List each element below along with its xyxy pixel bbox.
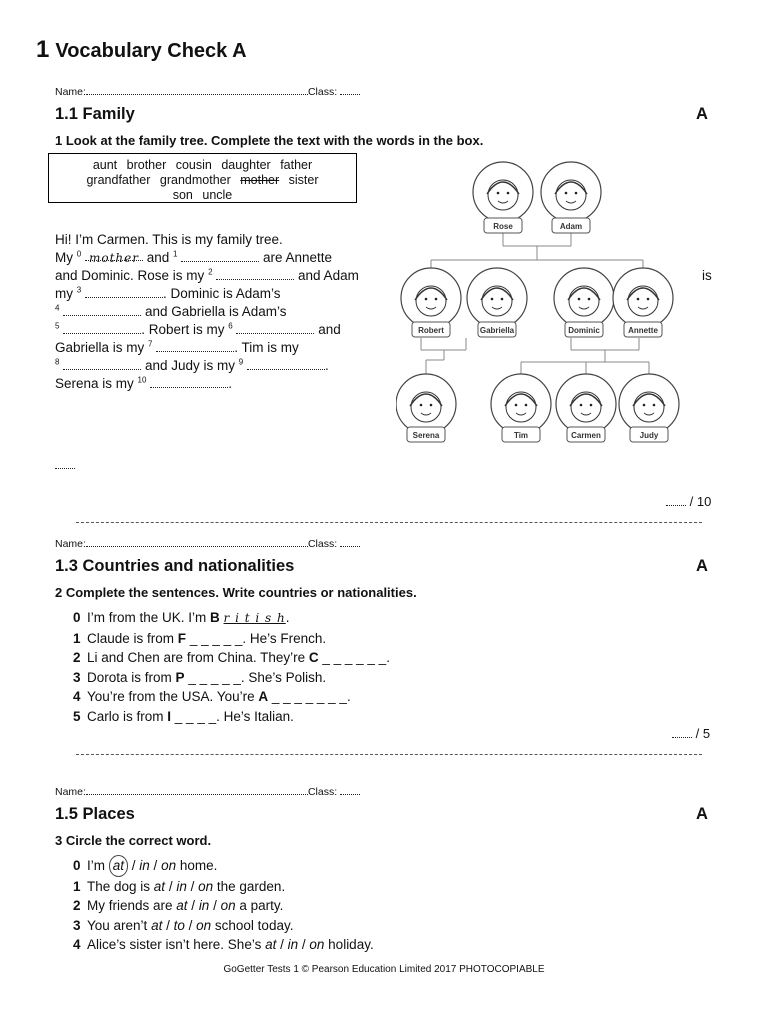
tree-member-adam [541,162,601,233]
list-item: 3 Dorota is from P _ _ _ _ _. She’s Polish. [73,669,327,685]
answer-blank[interactable]: _ _ _ _ _ _ _ [271,689,347,704]
eye-icon [501,298,504,301]
answer-blank[interactable]: _ _ _ _ _ _ [322,650,387,665]
tree-member-annette [613,268,673,337]
places-list [73,855,374,955]
title-text: Vocabulary Check A [55,40,247,62]
word: cousin [175,158,212,172]
face-icon [571,392,601,422]
section-heading-places: 1.5 Places [55,805,135,823]
page-footer: GoGetter Tests 1 © Pearson Education Limited 2017 PHOTOCOPIABLE [223,964,545,975]
eye-icon [580,404,583,407]
option[interactable]: on [196,917,212,933]
name-tag-label: Serena [412,431,440,440]
word: grandfather [86,173,151,187]
face-icon [416,286,446,316]
name-tag-label: Robert [418,326,444,335]
answer-blank[interactable] [216,268,294,280]
name-tag-label: Annette [628,326,658,335]
eye-icon [491,298,494,301]
name-class-line [55,85,360,98]
option[interactable]: in [176,878,187,894]
text-line: Serena is my $^{10}$ . [55,375,232,391]
option[interactable]: in [198,898,210,913]
eye-icon [497,192,500,195]
text-line: $^5$ . Robert is my $^6$ and [55,321,341,337]
name-label: Name: [55,86,86,98]
class-field[interactable] [340,785,360,795]
word: uncle [202,188,233,202]
instruction-1: 1 Look at the family tree. Complete the text with the words in the box. [55,133,484,148]
word: son [172,188,193,202]
circled-option[interactable]: at [109,855,128,877]
page-title [36,36,247,64]
answer-blank[interactable]: _ _ _ _ [174,708,217,724]
text-line: $^8$ and Judy is my $^9$ . [55,357,329,373]
score-section1: / 10 [666,494,711,509]
list-item: 1 Claude is from F _ _ _ _ _. He’s French. [73,630,327,646]
tree-member-carmen [556,374,616,442]
answer-blank[interactable]: _ _ _ _ _ [188,669,241,685]
answer-blank[interactable] [181,250,259,262]
name-tag-label: Rose [493,222,513,231]
eye-icon [515,404,518,407]
tree-member-gabriella [467,268,527,337]
answer-blank[interactable] [63,358,141,370]
countries-list [73,608,390,726]
word: brother [126,158,167,172]
text-line: Hi! I’m Carmen. This is my family tree. [55,232,283,247]
face-icon [411,392,441,422]
option[interactable]: on [161,858,177,873]
eye-icon [578,298,581,301]
name-tag-label: Judy [639,431,659,440]
name-tag-label: Gabriella [479,326,515,335]
answer-blank[interactable] [156,340,234,352]
text-line: and Dominic. Rose is my $^2$ and Adam [55,267,359,283]
list-item: 2 Li and Chen are from China. They’re C _ _ _ _ _ _. [73,650,390,665]
answer-blank[interactable] [247,358,325,370]
eye-icon [588,298,591,301]
option[interactable]: at [153,878,166,894]
answer-blank[interactable] [236,322,314,334]
option[interactable]: at [151,917,163,933]
face-icon [488,180,518,210]
option[interactable]: in [139,858,150,873]
name-class-line: Name: Class: [55,537,360,550]
score-field[interactable] [672,728,692,738]
tree-member-serena [396,374,456,442]
option[interactable]: at [265,937,277,952]
name-tag-label: Tim [513,431,529,440]
face-icon [628,286,658,316]
answer-blank[interactable] [150,376,228,388]
eye-icon [420,404,423,407]
section-heading-countries: 1.3 Countries and nationalities [55,557,295,575]
instruction-2: 2 Complete the sentences. Write countries or nationalities. [55,585,417,600]
tree-member-judy [619,374,679,442]
eye-icon [430,404,433,407]
face-icon [506,392,536,422]
word-box [48,153,357,203]
answer-blank[interactable]: _ _ _ _ _ [189,630,243,646]
eye-icon [525,404,528,407]
eye-icon [647,298,650,301]
stray-dotted-mark [55,468,75,469]
face-icon [569,286,599,316]
list-item: 4 Alice’s sister isn’t here. She’s at / in / on holiday. [73,937,374,952]
score-section2: / 5 [672,726,710,741]
name-field[interactable] [86,85,308,95]
option[interactable]: at [176,898,188,913]
eye-icon [575,192,578,195]
option[interactable]: in [287,937,299,952]
section-divider [76,522,702,523]
name-class-line: Name: Class: [55,785,360,798]
option[interactable]: on [220,898,236,913]
eye-icon [435,298,438,301]
name-tag-label: Dominic [568,326,600,335]
eye-icon [643,404,646,407]
class-field[interactable] [340,85,360,95]
tree-member-dominic [554,268,614,337]
eye-icon [565,192,568,195]
list-item: 5 Carlo is from I _ _ _ _. He’s Italian. [73,708,294,724]
eye-icon [590,404,593,407]
list-item: 3 You aren’t at / to / on school today. [73,917,294,933]
name-field[interactable] [86,785,308,795]
option[interactable]: to [173,917,185,933]
face-icon [634,392,664,422]
tree-member-rose [473,162,533,233]
name-field[interactable] [86,537,308,547]
answer-blank[interactable] [63,322,141,334]
text-line-continued: is [702,268,712,283]
word: sister [288,173,319,187]
family-tree [396,152,686,452]
class-field[interactable] [340,537,360,547]
answer-blank[interactable]: mother [85,249,143,261]
text-line: My $^0$ mother and $^1$ are Annette [55,249,333,265]
tree-member-robert [401,268,461,337]
family-text [55,231,359,393]
face-icon [556,180,586,210]
name-tag-label: Carmen [571,431,601,440]
list-item: 1 The dog is at / in / on the garden. [73,878,286,894]
section-version-letter: A [696,557,708,575]
word: grandmother [159,173,231,187]
text-line: Gabriella is my $^7$ . Tim is my [55,339,299,355]
word-struck: mother [240,173,280,187]
eye-icon [637,298,640,301]
eye-icon [507,192,510,195]
option[interactable]: on [198,878,214,894]
text-line: $^4$ and Gabriella is Adam’s [55,303,287,319]
list-item: 0 I’m from the UK. I’m B r i t i s h. [73,610,290,625]
class-label: Class: [307,86,338,98]
option[interactable]: on [309,937,325,952]
tree-member-tim [491,374,551,442]
word: daughter [221,158,271,172]
eye-icon [425,298,428,301]
eye-icon [653,404,656,407]
answer-blank[interactable] [63,304,141,316]
list-item: 2 My friends are at / in / on a party. [73,898,284,913]
list-item: 4 You’re from the USA. You’re A _ _ _ _ _ _ _. [73,689,351,704]
instruction-3: 3 Circle the correct word. [55,833,212,848]
score-field[interactable] [666,496,686,506]
text-line: my $^3$ . Dominic is Adam’s [55,285,281,301]
face-icon [482,286,512,316]
section-divider [76,754,702,755]
word: father [280,158,313,172]
word: aunt [92,158,118,172]
section-version-letter: A [696,105,708,123]
section-version-letter: A [696,805,708,823]
section-heading-family: 1.1 Family [55,105,135,123]
title-number: 1 [36,36,50,63]
list-item: 0 I’m at / in / on home. [73,855,374,877]
answer-blank[interactable] [85,286,163,298]
name-tag-label: Adam [559,222,583,231]
